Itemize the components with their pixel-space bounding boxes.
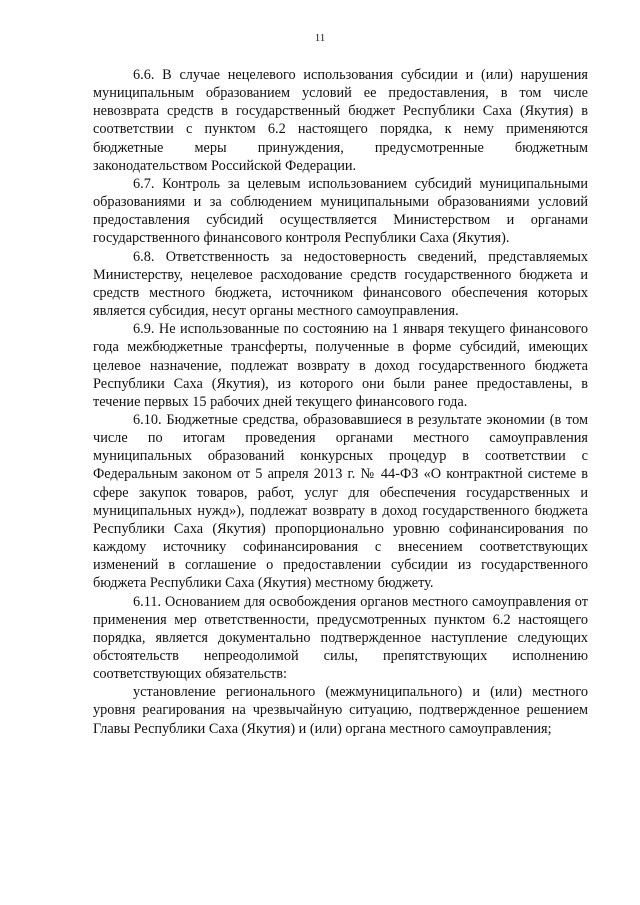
paragraph-6-10: 6.10. Бюджетные средства, образовавшиеся в результате экономии (в том числе по итогам проведения органами местного самоуправления муниципальных образований конкурсных процедур в соответствии с Федеральным законом от 5 апреля 2013 г. № 44-ФЗ «О контрактной системе в сфере закупок товаров, работ, услуг для обеспечения государственных и муниципальных нужд»), подлежат возврату в доход государственного бюджета Республики Саха (Якутия) пропорционально уровню софинансирования по каждому источнику софинансирования с внесением соответствующих изменений в соглашение о предоставлении субсидии из государственного бюджета Республики Саха (Якутия) местному бюджету. xyxy=(93,411,588,592)
paragraph-6-6: 6.6. В случае нецелевого использования субсидии и (или) нарушения муниципальным образованием условий ее предоставления, в том числе невозврата средств в государственный бюджет Республики Саха (Якутия) в соответствии с пунктом 6.2 настоящего порядка, к нему применяются бюджетные меры принуждения, предусмотренные бюджетным законодательством Российской Федерации. xyxy=(93,67,588,174)
paragraph-force-majeure-item: установление регионального (межмуниципального) и (или) местного уровня реагирования на чрезвычайную ситуацию, подтвержденное решением Главы Республики Саха (Якутия) и (или) органа местного самоуправления; xyxy=(93,684,588,737)
page-number: 11 xyxy=(314,32,326,44)
paragraph-6-11: 6.11. Основанием для освобождения органов местного самоуправления от применения мер ответственности, предусмотренных пунктом 6.2 настоящего порядка, является документально подтвержденное наступление следующих обстоятельств непреодолимой силы, препятствующих исполнению соответствующих обязательств: xyxy=(93,593,588,683)
paragraph-6-7: 6.7. Контроль за целевым использованием субсидий муниципальными образованиями и за соблюдением муниципальными образованиями условий предоставления субсидий осуществляется Министерством и органами государственного финансового контроля Республики Саха (Якутия). xyxy=(93,175,588,247)
document-body xyxy=(93,66,588,738)
paragraph-6-9: 6.9. Не использованные по состоянию на 1 января текущего финансового года межбюджетные трансферты, полученные в форме субсидий, имеющих целевое назначение, подлежат возврату в доход государственного бюджета Республики Саха (Якутия), из которого они были ранее предоставлены, в течение первых 15 рабочих дней текущего финансового года. xyxy=(93,321,588,410)
paragraph-6-8: 6.8. Ответственность за недостоверность сведений, представляемых Министерству, нецелевое расходование средств государственного бюджета и средств местного бюджета, источником финансового обеспечения которых является субсидия, несут органы местного самоуправления. xyxy=(93,248,588,320)
